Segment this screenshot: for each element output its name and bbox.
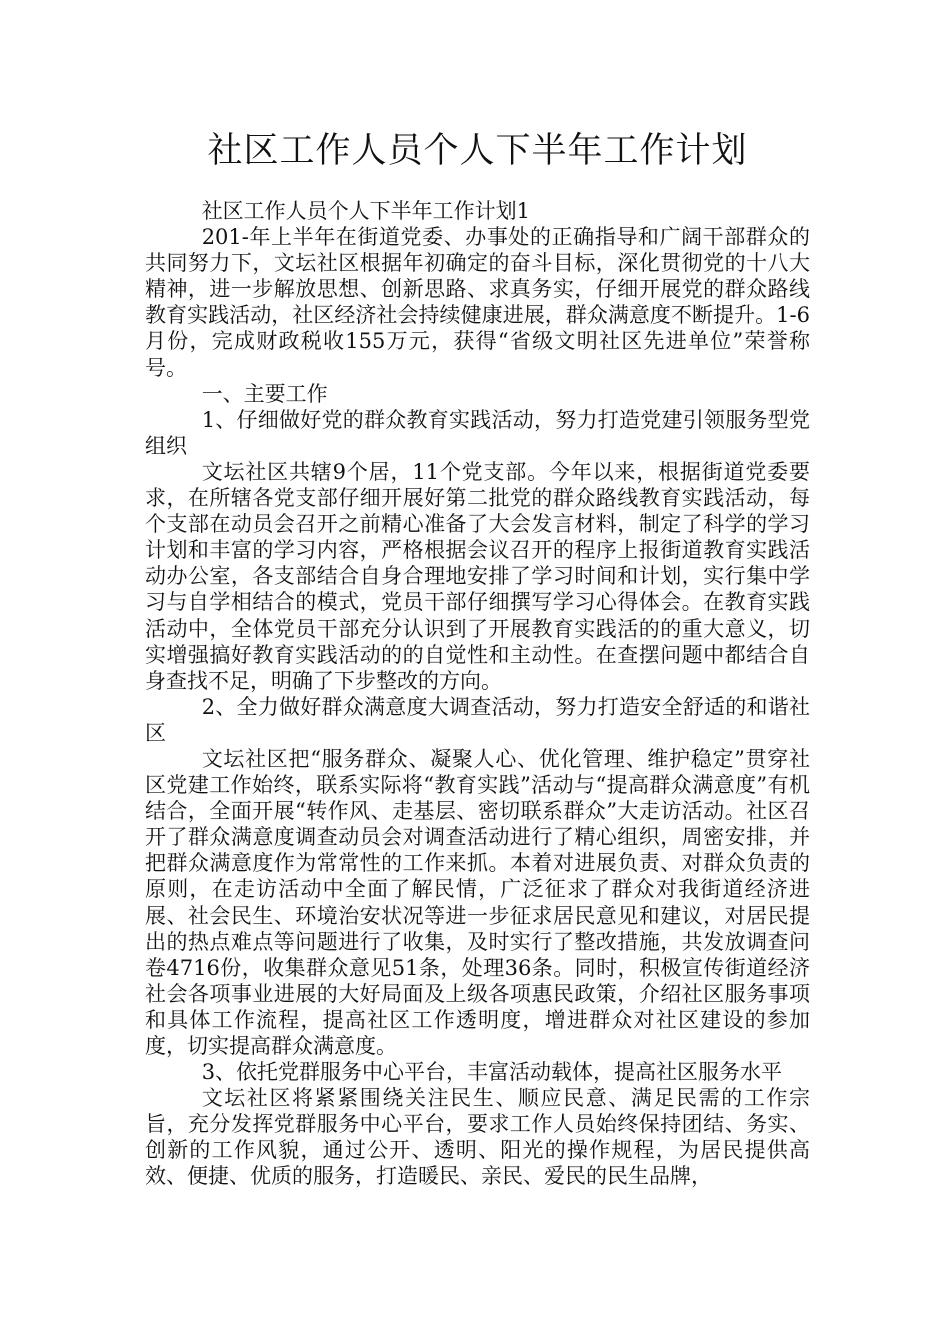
item-body-1: 文坛社区共辖9个居，11个党支部。今年以来，根据街道党委要求，在所辖各党支部仔细开展好第二批党的群众路线教育实践活动，每个支部在动员会召开之前精心准备了大会发言材料，制定了科学的学习计划和丰富的学习内容，严格根据会议召开的程序上报街道教育实践活动办公室，各支部结合自身合理地安排了学习时间和计划，实行集中学习与自学相结合的模式，党员干部仔细撰写学习心得体会。在教育实践活动中，全体党员干部充分认识到了开展教育实践活的的重大意义，切实增强搞好教育实践活动的的自觉性和主动性。在查摆问题中都结合自身查找不足，明确了下步整改的方向。 [145,459,810,693]
document-title: 社区工作人员个人下半年工作计划 [207,131,748,171]
item-heading-1: 1、仔细做好党的群众教育实践活动，努力打造党建引领服务型党组织 [145,407,810,458]
document-body [145,198,810,1190]
subtitle-paragraph: 社区工作人员个人下半年工作计划1 [201,199,531,223]
section-heading-main-work: 一、主要工作 [201,381,328,406]
item-body-3: 文坛社区将紧紧围绕关注民生、顺应民意、满足民需的工作宗旨，充分发挥党群服务中心平台，要求工作人员始终保持团结、务实、创新的工作风貌，通过公开、透明、阳光的操作规程，为居民提供高效、便捷、优质的服务，打造暖民、亲民、爱民的民生品牌， [145,1086,810,1189]
item-heading-2: 2、全力做好群众满意度大调查活动，努力打造安全舒适的和谐社区 [145,694,810,745]
item-body-2: 文坛社区把“服务群众、凝聚人心、优化管理、维护稳定”贯穿社区党建工作始终，联系实际将“教育实践”活动与“提高群众满意度”有机结合，全面开展“转作风、走基层、密切联系群众”大走访活动。社区召开了群众满意度调查动员会对调查活动进行了精心组织，周密安排，并把群众满意度作为常常性的工作来抓。本着对进展负责、对群众负责的原则，在走访活动中全面了解民情，广泛征求了群众对我街道经济进展、社会民生、环境治安状况等进一步征求居民意见和建议，对居民提出的热点难点等问题进行了收集，及时实行了整改措施，共发放调查问卷4716份，收集群众意见51条，处理36条。同时，积极宣传街道经济社会各项事业进展的大好局面及上级各项惠民政策，介绍社区服务事项和具体工作流程，提高社区工作透明度，增进群众对社区建设的参加度，切实提高群众满意度。 [145,746,810,1058]
intro-paragraph: 201-年上半年在街道党委、办事处的正确指导和广阔干部群众的共同努力下，文坛社区根据年初确定的奋斗目标，深化贯彻党的十八大精神，进一步解放思想、创新思路、求真务实，仔细开展党的群众路线教育实践活动，社区经济社会持续健康进展，群众满意度不断提升。1-6月份，完成财政税收155万元，获得“省级文明社区先进单位”荣誉称号。 [145,225,810,380]
item-heading-3: 3、依托党群服务中心平台，丰富活动载体，提高社区服务水平 [201,1060,783,1085]
